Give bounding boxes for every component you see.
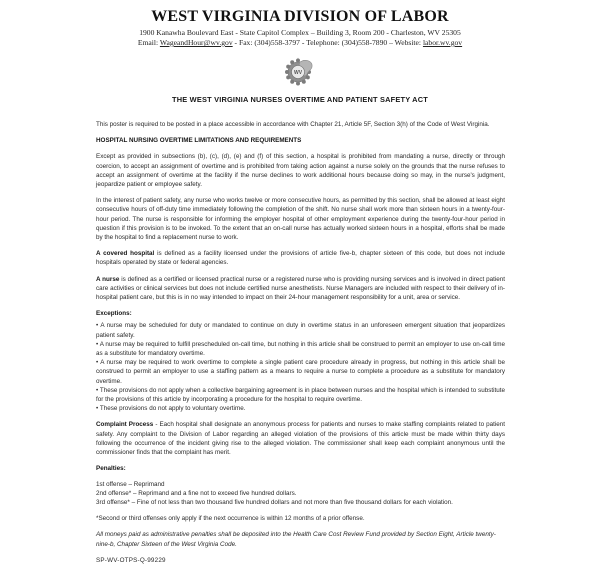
nurse-definition-text: is defined as a certified or licensed practical nurse or a registered nurse who is providing nursing services and is involved in direct patient care activities or clinical services but does not include certified nurse anesthetists. Nurse Managers are included with respect to their delivery of in-hospital patient care, but this is in no way intended to impact on their 24-hour management responsibility for a unit, area or service.	[96, 275, 505, 302]
paragraph-complaint-process	[96, 420, 505, 457]
complaint-process-text: - Each hospital shall designate an anonymous process for patients and nurses to make staffing complaints related to patient safety. Any complaint to the Division of Labor regarding an alleged violation of the provisions of this article must be made within thirty days following the occurrence of the incident giving rise to the alleged violation. The commissioner shall keep each complaint anonymous until the commissioner finds that the complaint has merit.	[96, 421, 505, 457]
penalty-item: 2nd offense* – Reprimand and a fine not to exceed five hundred dollars.	[96, 489, 297, 497]
fund-note: All moneys paid as administrative penalties shall be deposited into the Health Care Cost Review Fund provided by Section Eight, Article twenty-nine-b, Chapter Sixteen of the West Virginia Code.	[96, 531, 496, 548]
covered-hospital-text: is defined as a facility licensed under the provisions of article five-b, chapter sixteen of this code, but does not include hospitals operated by state or federal agencies.	[96, 250, 506, 267]
exception-item: • A nurse may be scheduled for duty or mandated to continue on duty in overtime status in an unforeseen emergent situation that jeopardizes patient safety.	[96, 321, 505, 339]
exceptions-list	[96, 321, 505, 413]
poster-body	[96, 120, 505, 565]
wv-state-seal-icon	[283, 54, 317, 88]
offense-footnote: *Second or third offenses only apply if the next occurrence is within 12 months of a prior offense.	[96, 515, 365, 523]
email-link[interactable]: WageandHour@wv.gov	[159, 38, 233, 47]
penalty-item: 1st offense – Reprimand	[96, 480, 165, 488]
nurse-term: A nurse	[96, 275, 120, 283]
contact-line	[0, 38, 600, 48]
penalties-heading: Penalties:	[96, 465, 126, 473]
paragraph-mandating: Except as provided in subsections (b), (c), (d), (e) and (f) of this section, a hospital is prohibited from mandating a nurse, directly or through coercion, to accept an assignment of overtime and is prohibited from taking action against a nurse solely on the grounds that the nurse refuses to accept an assignment of overtime at the facility if the nurse declines to work additional hours because doing so may, in the nurse's judgment, jeopardize patient or employee safety.	[96, 153, 505, 189]
covered-hospital-term: A covered hospital	[96, 250, 155, 258]
exception-item: • These provisions do not apply to voluntary overtime.	[96, 404, 505, 413]
exceptions-heading: Exceptions:	[96, 310, 132, 318]
posting-notice: This poster is required to be posted in a place accessible in accordance with Chapter 21, Article 5F, Section 3(h) of the Code of West Virginia.	[96, 121, 490, 128]
document-code: SP-WV-OTPS-Q-99229	[96, 556, 166, 564]
penalty-item: 3rd offense* – Fine of not less than two thousand five hundred dollars and not more than five thousand dollars for each violation.	[96, 498, 453, 506]
exception-item: • A nurse may be required to work overtime to complete a single patient care procedure already in progress, but nothing in this article shall be construed to permit an employer to use a staffing pattern as a means to require a nurse to complete a procedure as a substitute for mandatory overtime.	[96, 358, 505, 386]
paragraph-nurse-definition	[96, 275, 505, 303]
penalties-list	[96, 480, 505, 508]
org-title: WEST VIRGINIA DIVISION OF LABOR	[151, 8, 449, 25]
letterhead	[0, 0, 600, 48]
seal-container	[0, 54, 600, 88]
section-heading: HOSPITAL NURSING OVERTIME LIMITATIONS AND REQUIREMENTS	[96, 137, 302, 145]
seal-monogram: WV	[293, 70, 303, 76]
website-link[interactable]: labor.wv.gov	[422, 38, 463, 47]
contact-middle: - Fax: (304)558-3797 - Telephone: (304)558-7890 – Website:	[232, 38, 423, 47]
address-line: 1900 Kanawha Boulevard East - State Capitol Complex – Building 3, Room 200 - Charleston, WV 25305	[139, 28, 461, 37]
exception-item: • These provisions do not apply when a collective bargaining agreement is in place between nurses and the hospital which is intended to substitute for the provisions of this article by incorporating a procedure for the hospital to require overtime.	[96, 386, 505, 404]
paragraph-covered-hospital	[96, 249, 505, 267]
paragraph-consecutive-hours: In the interest of patient safety, any nurse who works twelve or more consecutive hours, as permitted by this section, shall be allowed at least eight consecutive hours of off-duty time immediately following the completion of the shift. No nurse shall work more than sixteen hours in a twenty-four-hour period. The nurse is responsible for informing the employer hospital of other employment experience during the twenty-four-hour period in question if this provision is to be invoked. To the extent that an on-call nurse has actually worked sixteen hours in a hospital, efforts shall be made by the hospital to find a replacement nurse to work.	[96, 197, 505, 242]
complaint-process-term: Complaint Process	[96, 421, 154, 429]
act-title: THE WEST VIRGINIA NURSES OVERTIME AND PATIENT SAFETY ACT	[172, 95, 428, 104]
exception-item: • A nurse may be required to fulfill prescheduled on-call time, but nothing in this article shall be construed to permit an employer to use on-call time as a substitute for mandatory overtime.	[96, 340, 505, 358]
email-label: Email:	[137, 38, 160, 47]
